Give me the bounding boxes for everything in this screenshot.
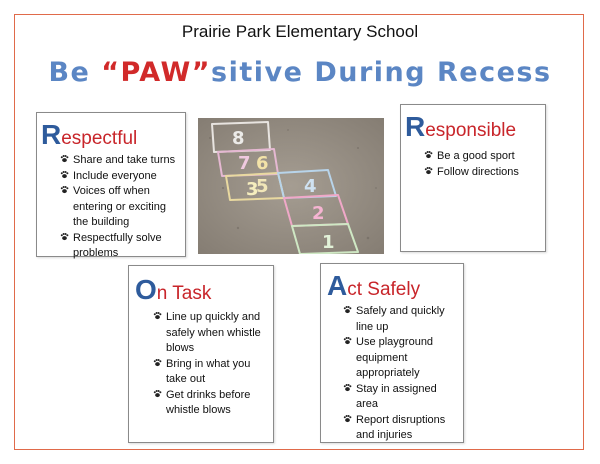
paw-print-icon bbox=[153, 311, 162, 320]
hopscotch-number: 1 bbox=[322, 232, 335, 253]
paw-print-icon bbox=[60, 185, 69, 194]
title-rest: esponsible bbox=[425, 120, 517, 141]
respectful-rules bbox=[60, 153, 180, 262]
rule-item: Include everyone bbox=[60, 169, 180, 185]
title-cap: R bbox=[405, 111, 426, 142]
rule-item: Bring in what you take out bbox=[153, 357, 271, 388]
rule-item: Safely and quickly line up bbox=[343, 304, 461, 335]
page-headline bbox=[0, 57, 600, 88]
title-rest: n Task bbox=[156, 283, 212, 304]
headline-pre: Be bbox=[48, 57, 102, 88]
title-rest: ct Safely bbox=[347, 279, 421, 300]
title-cap: O bbox=[135, 274, 157, 305]
hopscotch-number: 6 bbox=[256, 153, 269, 174]
rule-item: Be a good sport bbox=[424, 149, 542, 165]
rule-item: Line up quickly and safely when whistle blows bbox=[153, 310, 271, 357]
paw-print-icon bbox=[153, 389, 162, 398]
card-act-safely bbox=[320, 263, 464, 443]
hopscotch-number: 2 bbox=[312, 203, 325, 224]
headline-paw: “PAW” bbox=[101, 57, 212, 88]
title-rest: espectful bbox=[61, 128, 138, 149]
paw-print-icon bbox=[60, 154, 69, 163]
on-task-rules bbox=[153, 310, 271, 419]
rule-item: Report disruptions and injuries bbox=[343, 413, 461, 444]
paw-print-icon bbox=[343, 305, 352, 314]
rule-item: Get drinks before whistle blows bbox=[153, 388, 271, 419]
rule-item: Use playground equipment appropriately bbox=[343, 335, 461, 382]
card-responsible bbox=[400, 104, 546, 252]
rule-item: Voices off when entering or exciting the building bbox=[60, 184, 180, 231]
hopscotch-photo bbox=[198, 118, 384, 254]
paw-print-icon bbox=[424, 150, 433, 159]
paw-print-icon bbox=[60, 170, 69, 179]
title-cap: R bbox=[41, 119, 62, 150]
rule-item: Share and take turns bbox=[60, 153, 180, 169]
rule-item: Respectfully solve problems bbox=[60, 231, 180, 262]
card-on-task bbox=[128, 265, 274, 443]
card-act-safely-title bbox=[327, 270, 420, 302]
school-name: Prairie Park Elementary School bbox=[181, 22, 419, 41]
hopscotch-number: 5 bbox=[256, 176, 269, 197]
card-respectful bbox=[36, 112, 186, 257]
paw-print-icon bbox=[424, 166, 433, 175]
act-safely-rules bbox=[343, 304, 461, 444]
headline-post: sitive During Recess bbox=[211, 57, 552, 88]
hopscotch-number: 8 bbox=[232, 128, 245, 149]
responsible-rules bbox=[424, 149, 542, 180]
card-respectful-title bbox=[41, 119, 137, 151]
hopscotch-number: 7 bbox=[238, 153, 251, 174]
card-responsible-title bbox=[405, 111, 516, 143]
card-on-task-title bbox=[135, 274, 211, 306]
paw-print-icon bbox=[343, 336, 352, 345]
rule-item: Stay in assigned area bbox=[343, 382, 461, 413]
hopscotch-number: 3 bbox=[246, 179, 259, 200]
paw-print-icon bbox=[153, 358, 162, 367]
title-cap: A bbox=[327, 270, 348, 301]
paw-print-icon bbox=[343, 383, 352, 392]
hopscotch-illustration bbox=[198, 118, 384, 254]
rule-item: Follow directions bbox=[424, 165, 542, 181]
paw-print-icon bbox=[60, 232, 69, 241]
hopscotch-number: 4 bbox=[304, 176, 317, 197]
paw-print-icon bbox=[343, 414, 352, 423]
